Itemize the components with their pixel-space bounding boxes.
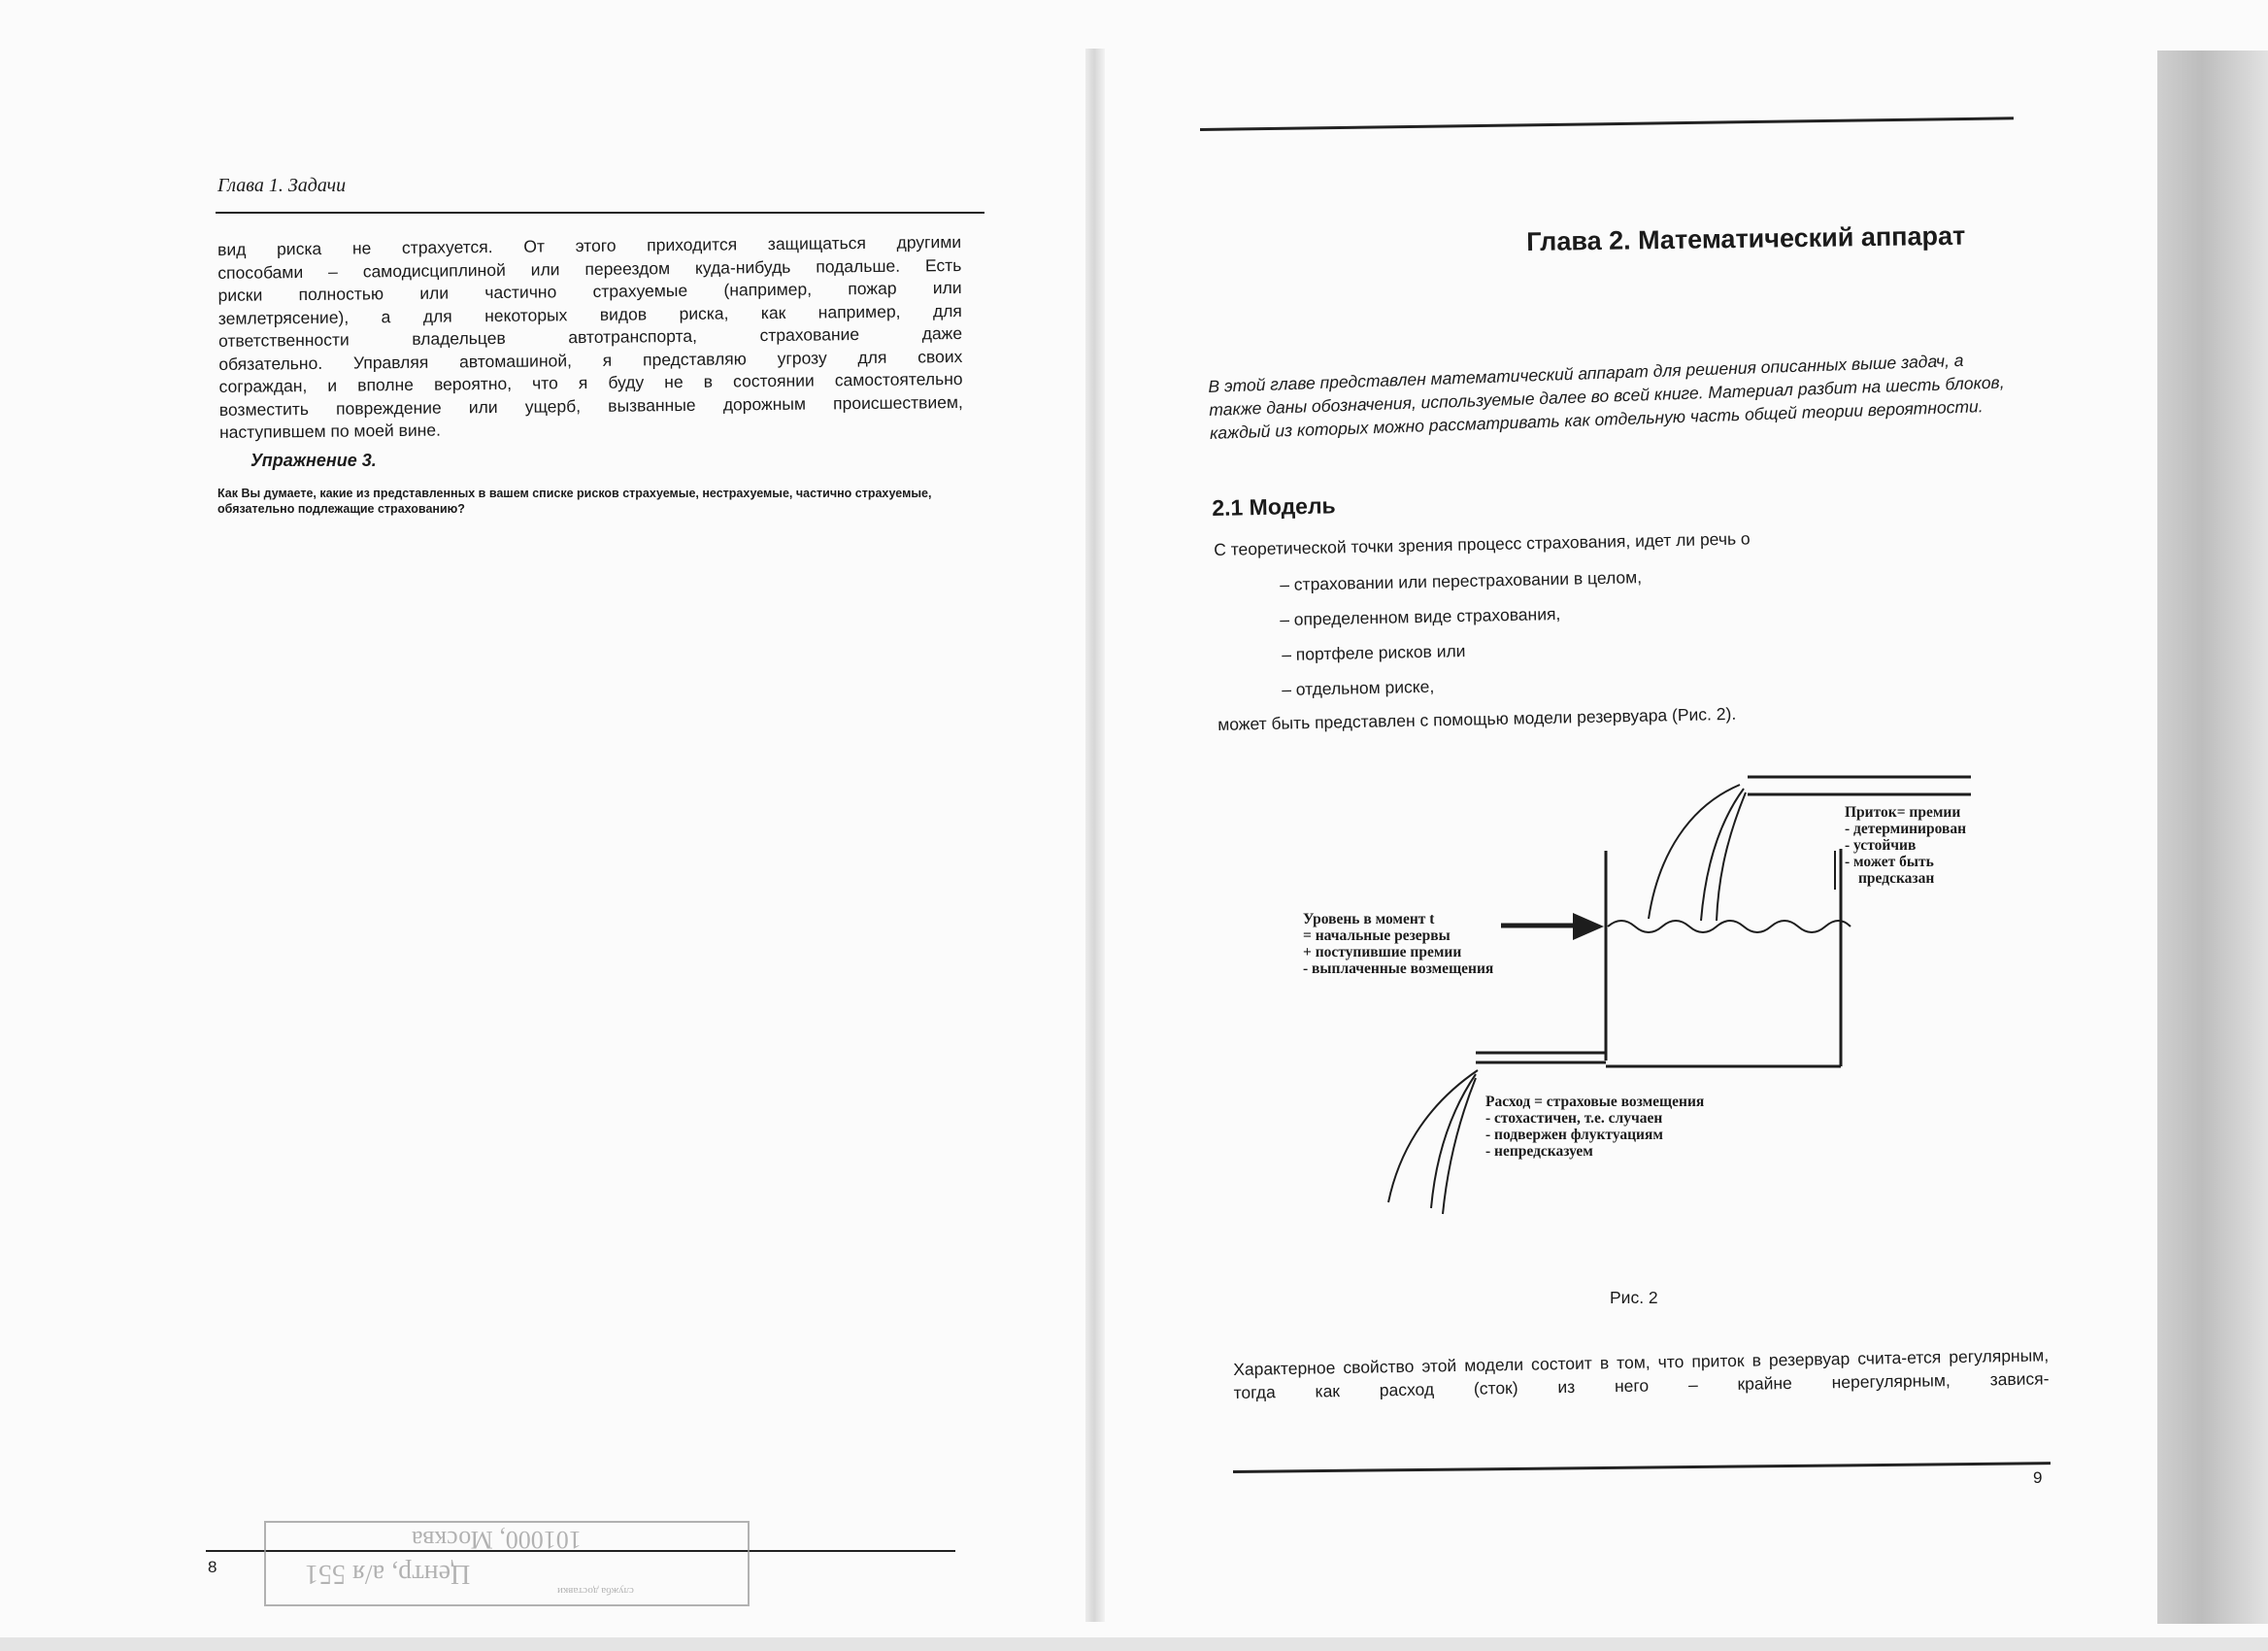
label-line: - детерминирован xyxy=(1845,821,1967,837)
label-line: предсказан xyxy=(1858,870,1935,887)
label-line: - подвержен флуктуациям xyxy=(1485,1127,1663,1143)
label-line: - непредсказуем xyxy=(1485,1143,1593,1160)
running-head: Глава 1. Задачи xyxy=(217,175,347,196)
label-line: = начальные резервы xyxy=(1303,927,1451,944)
level-arrow-head xyxy=(1573,913,1604,940)
after-list-sentence: может быть представлен с помощью модели резервуара (Рис. 2). xyxy=(1217,703,1737,734)
label-line: - стохастичен, т.е. случаен xyxy=(1485,1110,1663,1127)
page-number: 9 xyxy=(2033,1468,2043,1487)
label-line: - может быть xyxy=(1845,854,1934,870)
paragraph-line: обязательно. Управляя автомашиной, я представляю угрозу для своих xyxy=(218,346,963,374)
outflow-label xyxy=(1485,1094,1704,1160)
paragraph-line: ответственности владельцев автотранспорта, страхование даже xyxy=(217,322,963,351)
list-item: – отдельном риске, xyxy=(1282,676,1435,699)
inflow-label xyxy=(1845,804,1966,887)
exercise-title: Упражнение 3. xyxy=(250,451,377,470)
paragraph-line: способами – самодисциплиной или переездом куда-нибудь подальше. Есть xyxy=(217,254,962,283)
stamp-text: Центр, а/я 551 xyxy=(305,1559,471,1589)
paragraph-line: сограждан, и вполне вероятно, что я буду не в состоянии самостоятельно xyxy=(218,368,963,396)
bottom-paragraph: Характерное свойство этой модели состоит в том, что приток в резервуар счита-ется регулярным, тогда как расход (сток) из него – крайне нерегулярным, завися- xyxy=(1233,1345,2050,1402)
chapter-intro: В этой главе представлен математический аппарат для решения описанных выше задач, а также даны обозначения, используемые далее во всей книге. Материал разбит на шесть блоков, каждый из которых можно рассматривать как отдельную часть общей теории вероятности. xyxy=(1208,350,2005,443)
inflow-stream xyxy=(1717,792,1746,921)
lead-sentence: С теоретической точки зрения процесс страхования, идет ли речь о xyxy=(1214,528,1751,559)
outflow-stream xyxy=(1388,1070,1478,1202)
inflow-stream xyxy=(1701,789,1744,921)
list-item: – определенном виде страхования, xyxy=(1280,603,1561,629)
label-line: + поступившие премии xyxy=(1303,944,1462,960)
page-number: 8 xyxy=(208,1558,217,1576)
list-item: – портфеле рисков или xyxy=(1282,641,1466,664)
water-level-wave xyxy=(1608,921,1851,932)
level-label xyxy=(1303,911,1493,977)
paragraph-line: вид риска не страхуется. От этого приходится защищаться другими xyxy=(217,231,962,259)
label-line: - устойчив xyxy=(1845,837,1917,854)
paragraph-line: землетрясение), а для некоторых видов риска, как например, для xyxy=(217,300,962,328)
paragraph-line: риски полностью или частично страхуемые (например, пожар или xyxy=(217,277,962,305)
figure-caption: Рис. 2 xyxy=(1610,1288,1658,1307)
paragraph-line: наступившем по моей вине. xyxy=(218,420,442,442)
label-line: Расход = страховые возмещения xyxy=(1485,1094,1705,1110)
list-item: – страховании или перестраховании в целом, xyxy=(1280,567,1643,594)
label-line: - выплаченные возмещения xyxy=(1303,960,1494,977)
section-title: 2.1 Модель xyxy=(1212,492,1336,521)
chapter-title: Глава 2. Математический аппарат xyxy=(1526,220,1966,256)
paragraph-line: возместить повреждение или ущерб, вызванные дорожным происшествием, xyxy=(218,391,963,420)
label-line: Приток= премии xyxy=(1845,804,1961,821)
label-line: Уровень в момент t xyxy=(1303,911,1435,927)
exercise-text: Как Вы думаете, какие из представленных в вашем списке рисков страхуемые, нестрахуемые, частично страхуемые, обязательно подлежащие страхованию? xyxy=(217,487,932,516)
stamp-text: 101000, Москва xyxy=(412,1526,582,1554)
stamp-text: служба доставки xyxy=(557,1585,634,1597)
outflow-stream xyxy=(1443,1078,1476,1214)
